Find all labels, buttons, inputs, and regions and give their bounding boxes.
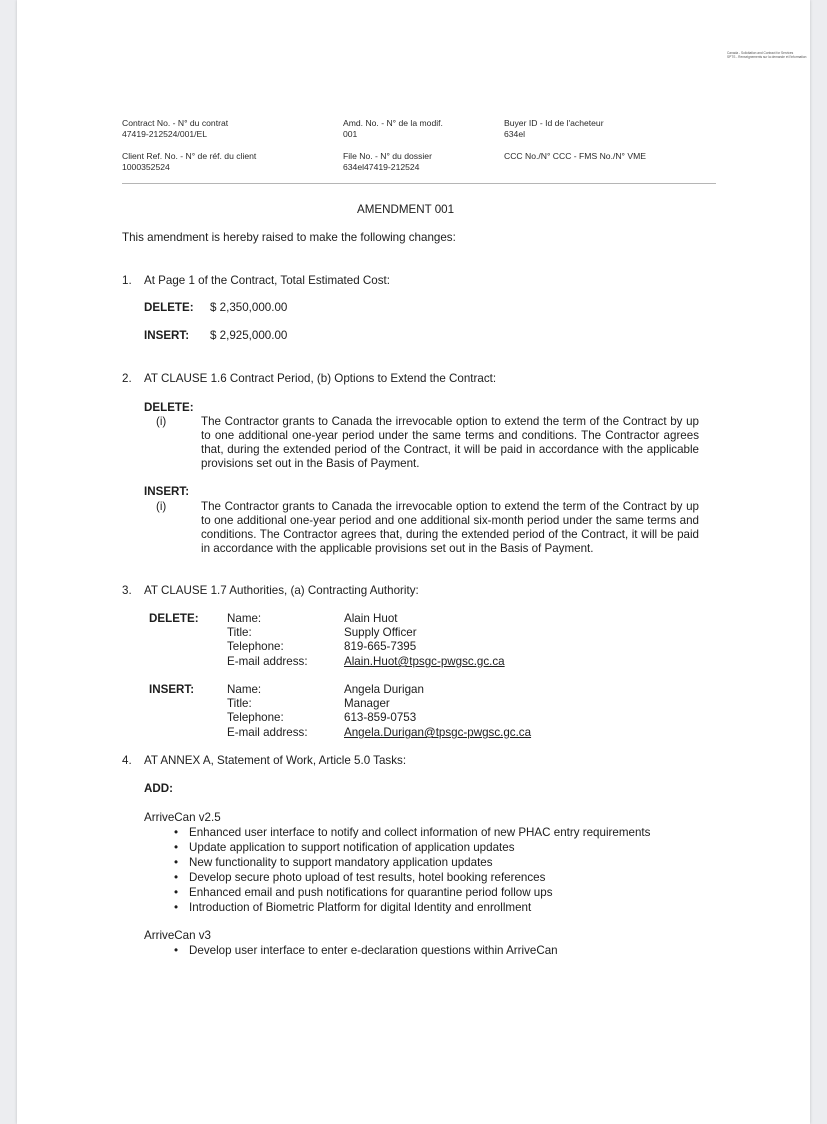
amd-no-value: 001	[343, 129, 358, 139]
delete-name-value: Alain Huot	[344, 612, 398, 625]
ccc-label: CCC No./N° CCC - FMS No./N° VME	[504, 151, 646, 161]
intro-text: This amendment is hereby raised to make the following changes:	[122, 231, 456, 244]
item4-number: 4.	[122, 754, 132, 767]
corner-note-line2: SPTS - Renseignements sur la demande et l'information	[727, 55, 807, 59]
insert-title-label: Title:	[227, 697, 252, 710]
item1-number: 1.	[122, 274, 132, 287]
insert-telephone-label: Telephone:	[227, 711, 284, 724]
delete-name-label: Name:	[227, 612, 262, 625]
v25-item-1: Enhanced user interface to notify and collect information of new PHAC entry requirements	[189, 826, 651, 839]
item1-delete-label: DELETE:	[144, 301, 194, 314]
file-no-label: File No. - N° du dossier	[343, 151, 432, 161]
v25-item-3: New functionality to support mandatory application updates	[189, 856, 493, 869]
item2-delete-paragraph: The Contractor grants to Canada the irrevocable option to extend the term of the Contract by up to one additional one-year period under the same terms and conditions. The Contractor agrees that, during the extended period of the Contract, it will be paid in accordance with the applicable provisions set out in the Basis of Payment.	[201, 415, 699, 470]
item2-number: 2.	[122, 372, 132, 385]
item2-insert-label: INSERT:	[144, 485, 190, 498]
amd-no-label: Amd. No. - N° de la modif.	[343, 118, 443, 128]
bullet: •	[174, 901, 179, 914]
header-divider	[122, 183, 716, 184]
client-ref-label: Client Ref. No. - N° de réf. du client	[122, 151, 257, 161]
bullet: •	[174, 856, 179, 869]
item4-add-label: ADD:	[144, 782, 173, 795]
v25-item-5: Enhanced email and push notifications for quarantine period follow ups	[189, 886, 553, 899]
delete-telephone-label: Telephone:	[227, 640, 284, 653]
item2-delete-roman: (i)	[156, 415, 167, 428]
arrivecan-v25-title: ArriveCan v2.5	[144, 811, 221, 824]
item3-heading: AT CLAUSE 1.7 Authorities, (a) Contracting Authority:	[144, 584, 419, 597]
item3-insert-label: INSERT:	[149, 683, 195, 696]
insert-email-label: E-mail address:	[227, 726, 308, 739]
buyer-id-value: 634el	[504, 129, 526, 139]
insert-telephone-value: 613-859-0753	[344, 711, 417, 724]
amendment-title: AMENDMENT 001	[357, 203, 455, 216]
bullet: •	[174, 944, 179, 957]
item1-heading: At Page 1 of the Contract, Total Estimated Cost:	[144, 274, 390, 287]
v25-item-6: Introduction of Biometric Platform for digital Identity and enrollment	[189, 901, 532, 914]
client-ref-value: 1000352524	[122, 162, 170, 172]
file-no-value: 634el47419-212524	[343, 162, 420, 172]
contract-no-label: Contract No. - N° du contrat	[122, 118, 229, 128]
insert-email-link[interactable]: Angela.Durigan@tpsgc-pwgsc.gc.ca	[344, 726, 532, 739]
v25-item-2: Update application to support notification of application updates	[189, 841, 515, 854]
corner-note-line1: Canada - Solicitation and Contract for Services	[727, 51, 794, 55]
item2-heading: AT CLAUSE 1.6 Contract Period, (b) Options to Extend the Contract:	[144, 372, 497, 385]
bullet: •	[174, 871, 179, 884]
item1-insert-label: INSERT:	[144, 329, 190, 342]
insert-title-value: Manager	[344, 697, 390, 710]
delete-telephone-value: 819-665-7395	[344, 640, 417, 653]
item2-delete-label: DELETE:	[144, 401, 194, 414]
buyer-id-label: Buyer ID - Id de l'acheteur	[504, 118, 604, 128]
v3-item-1: Develop user interface to enter e-declaration questions within ArriveCan	[189, 944, 558, 957]
arrivecan-v3-title: ArriveCan v3	[144, 929, 212, 942]
item3-delete-label: DELETE:	[149, 612, 199, 625]
item2-insert-roman: (i)	[156, 500, 167, 513]
bullet: •	[174, 826, 179, 839]
bullet: •	[174, 841, 179, 854]
item3-number: 3.	[122, 584, 132, 597]
delete-title-label: Title:	[227, 626, 252, 639]
insert-name-label: Name:	[227, 683, 262, 696]
delete-title-value: Supply Officer	[344, 626, 417, 639]
item1-delete-value: $ 2,350,000.00	[210, 301, 288, 314]
item2-insert-paragraph: The Contractor grants to Canada the irrevocable option to extend the term of the Contract by up to one additional one-year period and one additional six-month period under the same terms and conditions. The Contractor agrees that, during the extended period of the Contract, it will be paid in accordance with the applicable provisions set out in the Basis of Payment.	[201, 500, 699, 555]
delete-email-label: E-mail address:	[227, 655, 308, 668]
item1-insert-value: $ 2,925,000.00	[210, 329, 288, 342]
contract-no-value: 47419-212524/001/EL	[122, 129, 208, 139]
document-page	[17, 0, 810, 1124]
bullet: •	[174, 886, 179, 899]
v25-item-4: Develop secure photo upload of test results, hotel booking references	[189, 871, 546, 884]
delete-email-link[interactable]: Alain.Huot@tpsgc-pwgsc.gc.ca	[344, 655, 505, 668]
item4-heading: AT ANNEX A, Statement of Work, Article 5.0 Tasks:	[144, 754, 407, 767]
insert-name-value: Angela Durigan	[344, 683, 424, 696]
